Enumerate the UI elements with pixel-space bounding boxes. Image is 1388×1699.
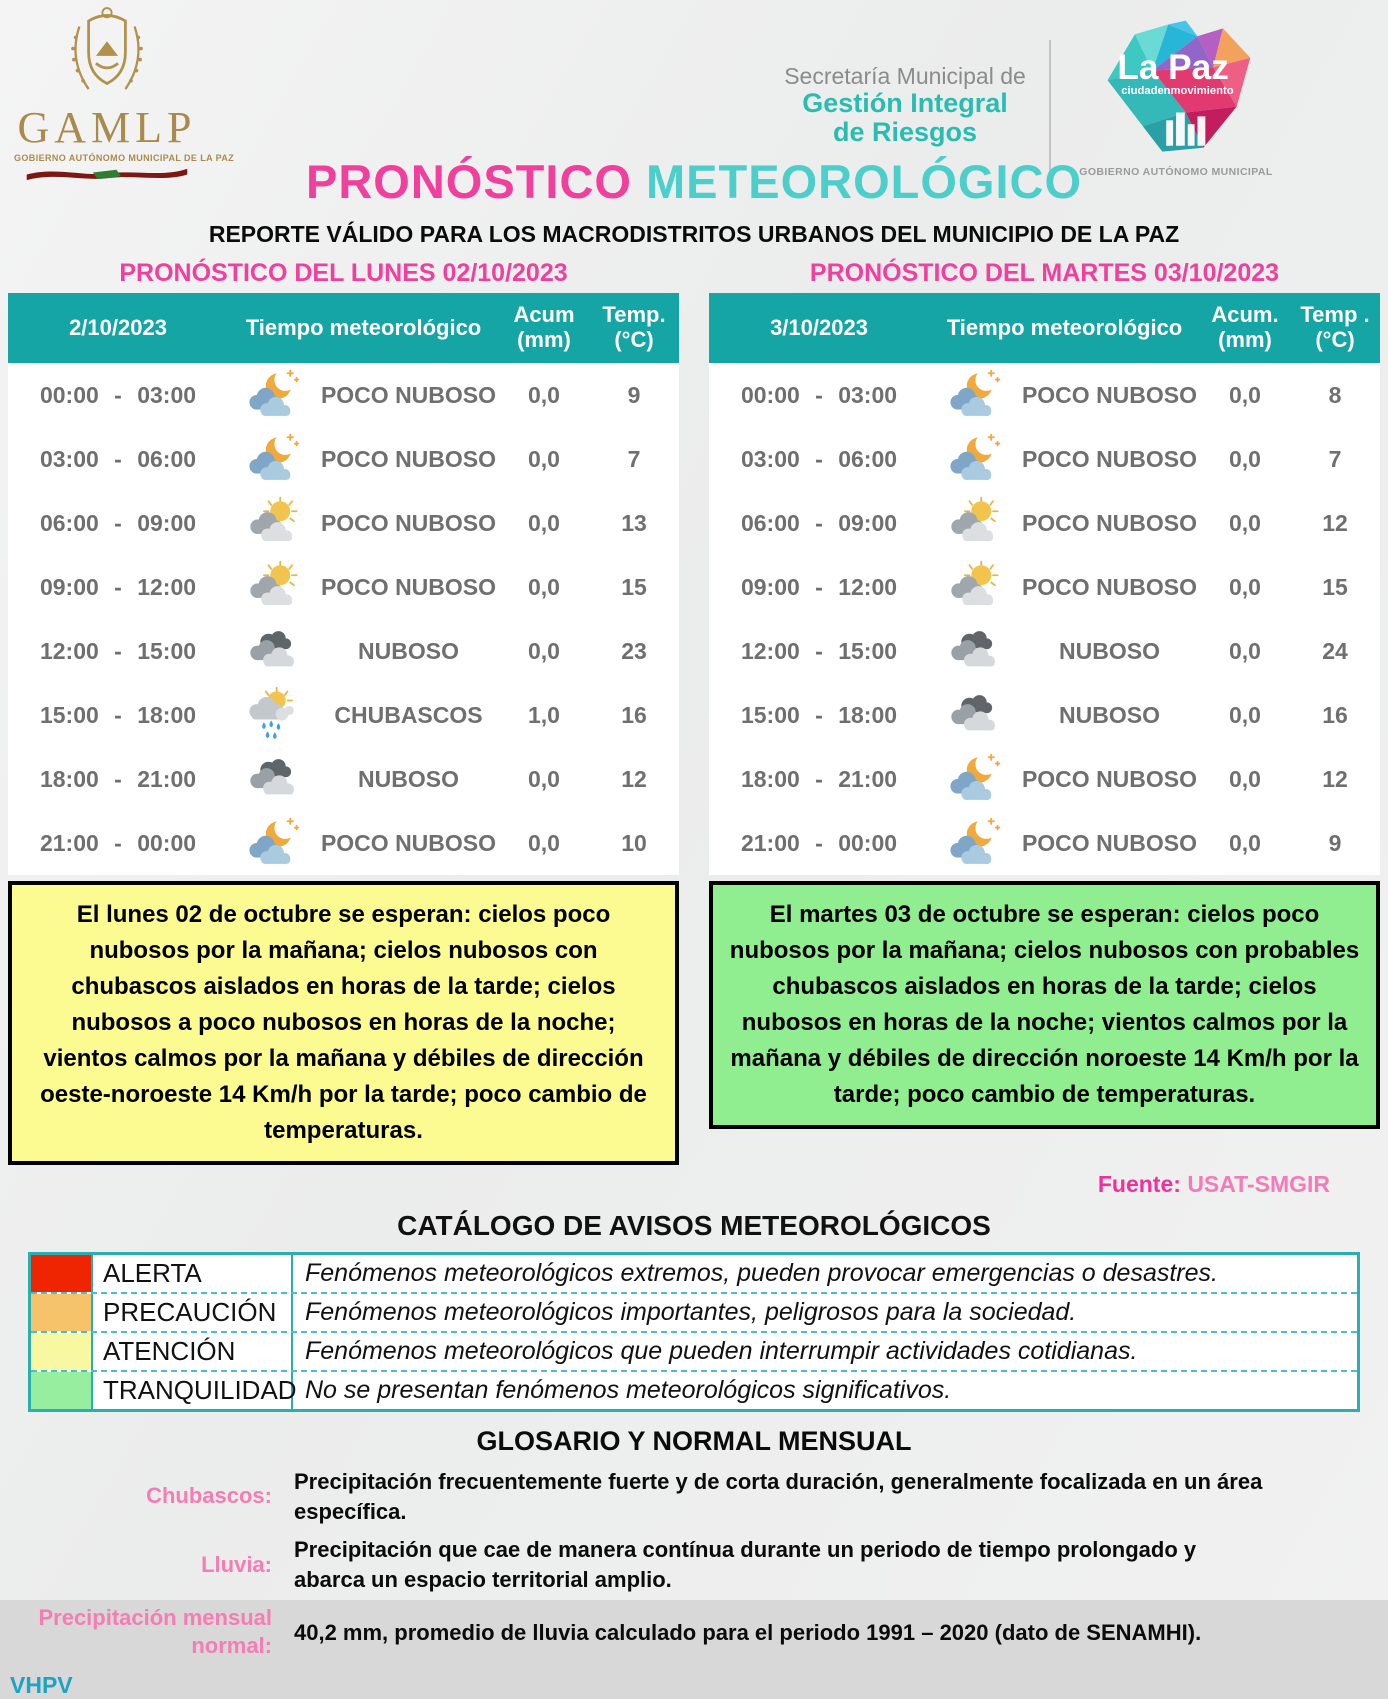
clouds-icon bbox=[929, 686, 1019, 744]
glossary-term: Chubascos: bbox=[146, 1483, 272, 1509]
glossary bbox=[0, 1467, 1388, 1661]
glossary-entry bbox=[30, 1604, 1268, 1661]
sun-clouds-icon bbox=[929, 494, 1019, 552]
forecast-row: 09:00 - 12:00 POCO NUBOSO 0,0 15 bbox=[709, 555, 1380, 619]
gamlp-caption: GOBIERNO AUTÓNOMO MUNICIPAL DE LA PAZ bbox=[14, 153, 235, 163]
catalog-level: TRANQUILIDAD bbox=[93, 1372, 293, 1409]
lapaz-tagline: ciudadenmovimiento bbox=[1121, 84, 1234, 97]
weather-table-tuesday bbox=[709, 293, 1380, 875]
column-weather: Tiempo meteorológico bbox=[946, 315, 1183, 340]
catalog-description: Fenómenos meteorológicos extremos, pueden provocar emergencias o desastres. bbox=[305, 1259, 1218, 1287]
page-title-word1: PRONÓSTICO bbox=[305, 155, 632, 208]
clouds-icon bbox=[228, 622, 318, 680]
page-title bbox=[0, 154, 1388, 209]
catalog-description: Fenómenos meteorológicos que pueden interrumpir actividades cotidianas. bbox=[305, 1337, 1138, 1365]
moon-clouds-icon bbox=[228, 366, 318, 424]
catalog-row-precaucion bbox=[31, 1294, 1357, 1333]
catalog-level: ATENCIÓN bbox=[93, 1333, 293, 1370]
column-weather: Tiempo meteorológico bbox=[245, 315, 482, 340]
secretaria-line2: Gestión Integral bbox=[802, 87, 1008, 118]
catalog-title: CATÁLOGO DE AVISOS METEOROLÓGICOS bbox=[397, 1210, 991, 1241]
secretaria-line1: Secretaría Municipal de bbox=[784, 63, 1026, 89]
column-acum: Acum (mm) bbox=[513, 302, 575, 352]
alerta-color-swatch bbox=[31, 1255, 93, 1292]
source-line bbox=[0, 1171, 1388, 1198]
catalog-level: ALERTA bbox=[93, 1255, 293, 1292]
gamlp-acronym: GAMLP bbox=[17, 103, 197, 152]
moon-clouds-icon bbox=[929, 430, 1019, 488]
forecast-row: 15:00 - 18:00 CHUBASCOS 1,0 16 bbox=[8, 683, 679, 747]
glossary-entry bbox=[30, 1467, 1268, 1526]
column-temp: Temp . (°C) bbox=[1300, 302, 1370, 352]
sun-rain-icon bbox=[228, 686, 318, 744]
tranquilidad-color-swatch bbox=[31, 1372, 93, 1409]
header-divider bbox=[1049, 40, 1051, 172]
lapaz-name: La Paz bbox=[1117, 48, 1229, 88]
forecast-monday bbox=[8, 256, 679, 1165]
forecast-monday-heading: PRONÓSTICO DEL LUNES 02/10/2023 bbox=[119, 259, 568, 287]
sun-clouds-icon bbox=[228, 494, 318, 552]
forecast-row: 06:00 - 09:00 POCO NUBOSO 0,0 13 bbox=[8, 491, 679, 555]
forecast-tuesday-heading: PRONÓSTICO DEL MARTES 03/10/2023 bbox=[809, 259, 1280, 287]
catalog-row-tranquilidad bbox=[31, 1372, 1357, 1409]
column-date: 2/10/2023 bbox=[69, 315, 167, 340]
moon-clouds-icon bbox=[929, 750, 1019, 808]
forecast-row: 12:00 - 15:00 NUBOSO 0,0 23 bbox=[8, 619, 679, 683]
catalog-level: PRECAUCIÓN bbox=[93, 1294, 293, 1331]
source-label: Fuente: bbox=[1097, 1171, 1181, 1197]
forecast-row: 18:00 - 21:00 POCO NUBOSO 0,0 12 bbox=[709, 747, 1380, 811]
catalog-row-alerta bbox=[31, 1255, 1357, 1294]
forecast-row: 21:00 - 00:00 POCO NUBOSO 0,0 10 bbox=[8, 811, 679, 875]
glossary-definition: Precipitación que cae de manera contínua durante un periodo de tiempo prolongado y abarca un espacio territorial amplio. bbox=[294, 1537, 1197, 1593]
weather-table-header bbox=[8, 293, 679, 363]
sun-clouds-icon bbox=[228, 558, 318, 616]
forecast-summary-monday: El lunes 02 de octubre se esperan: cielos poco nubosos por la mañana; cielos nubosos con chubascos aislados en horas de la tarde; cielos nubosos a poco nubosos en horas de la noche; vientos calmos por la mañana y débiles de dirección oeste-noroeste 14 Km/h por la tarde; poco cambio de temperaturas. bbox=[8, 881, 679, 1165]
weather-table-monday bbox=[8, 293, 679, 875]
catalog-description: Fenómenos meteorológicos importantes, peligrosos para la sociedad. bbox=[305, 1298, 1077, 1326]
secretaria-line3: de Riesgos bbox=[832, 116, 978, 147]
forecast-row: 21:00 - 00:00 POCO NUBOSO 0,0 9 bbox=[709, 811, 1380, 875]
column-temp: Temp. (°C) bbox=[602, 302, 666, 352]
moon-clouds-icon bbox=[929, 366, 1019, 424]
forecast-row: 03:00 - 06:00 POCO NUBOSO 0,0 7 bbox=[709, 427, 1380, 491]
glossary-entry bbox=[30, 1535, 1268, 1594]
sun-clouds-icon bbox=[929, 558, 1019, 616]
forecast-row: 18:00 - 21:00 NUBOSO 0,0 12 bbox=[8, 747, 679, 811]
forecast-row: 12:00 - 15:00 NUBOSO 0,0 24 bbox=[709, 619, 1380, 683]
forecast-row: 03:00 - 06:00 POCO NUBOSO 0,0 7 bbox=[8, 427, 679, 491]
glossary-term: Precipitación mensual normal: bbox=[38, 1604, 272, 1659]
forecast-row: 00:00 - 03:00 POCO NUBOSO 0,0 9 bbox=[8, 363, 679, 427]
forecast-row: 09:00 - 12:00 POCO NUBOSO 0,0 15 bbox=[8, 555, 679, 619]
moon-clouds-icon bbox=[228, 814, 318, 872]
catalog-row-atencion bbox=[31, 1333, 1357, 1372]
lapaz-caption: GOBIERNO AUTÓNOMO MUNICIPAL bbox=[1079, 166, 1273, 178]
masthead bbox=[0, 0, 1388, 256]
forecast-row: 00:00 - 03:00 POCO NUBOSO 0,0 8 bbox=[709, 363, 1380, 427]
forecast-row: 15:00 - 18:00 NUBOSO 0,0 16 bbox=[709, 683, 1380, 747]
glossary-title: GLOSARIO Y NORMAL MENSUAL bbox=[476, 1426, 912, 1456]
atencion-color-swatch bbox=[31, 1333, 93, 1370]
glossary-term: Lluvia: bbox=[201, 1551, 272, 1577]
catalog-description: No se presentan fenómenos meteorológicos significativos. bbox=[305, 1376, 952, 1404]
moon-clouds-icon bbox=[228, 430, 318, 488]
weather-table-header bbox=[709, 293, 1380, 363]
column-date: 3/10/2023 bbox=[770, 315, 868, 340]
page-title-word2: METEOROLÓGICO bbox=[646, 155, 1083, 208]
glossary-definition: Precipitación frecuentemente fuerte y de corta duración, generalmente focalizada en un área específica. bbox=[294, 1469, 1263, 1524]
forecast-summary-tuesday: El martes 03 de octubre se esperan: cielos poco nubosos por la mañana; cielos nubosos con probables chubascos aislados en horas de la tarde; cielos nubosos en horas de la noche; vientos calmos por la mañana y débiles de dirección noroeste 14 Km/h por la tarde; poco cambio de temperaturas. bbox=[709, 881, 1380, 1129]
page-subtitle: REPORTE VÁLIDO PARA LOS MACRODISTRITOS URBANOS DEL MUNICIPIO DE LA PAZ bbox=[208, 221, 1180, 247]
forecast-tuesday bbox=[709, 256, 1380, 1165]
moon-clouds-icon bbox=[929, 814, 1019, 872]
lapaz-city-icon bbox=[1088, 16, 1264, 164]
forecast-row: 06:00 - 09:00 POCO NUBOSO 0,0 12 bbox=[709, 491, 1380, 555]
glossary-definition: 40,2 mm, promedio de lluvia calculado para el periodo 1991 – 2020 (dato de SENAMHI). bbox=[294, 1619, 1202, 1645]
source-value: USAT-SMGIR bbox=[1187, 1171, 1330, 1197]
clouds-icon bbox=[228, 750, 318, 808]
secretaria-title bbox=[765, 64, 1045, 147]
clouds-icon bbox=[929, 622, 1019, 680]
precaucion-color-swatch bbox=[31, 1294, 93, 1331]
column-acum: Acum. (mm) bbox=[1211, 302, 1279, 352]
forecast-grid bbox=[0, 256, 1388, 1165]
gamlp-crest-icon bbox=[61, 4, 153, 106]
author-initials: VHPV bbox=[10, 1671, 73, 1698]
alerts-catalog-table bbox=[28, 1252, 1360, 1412]
